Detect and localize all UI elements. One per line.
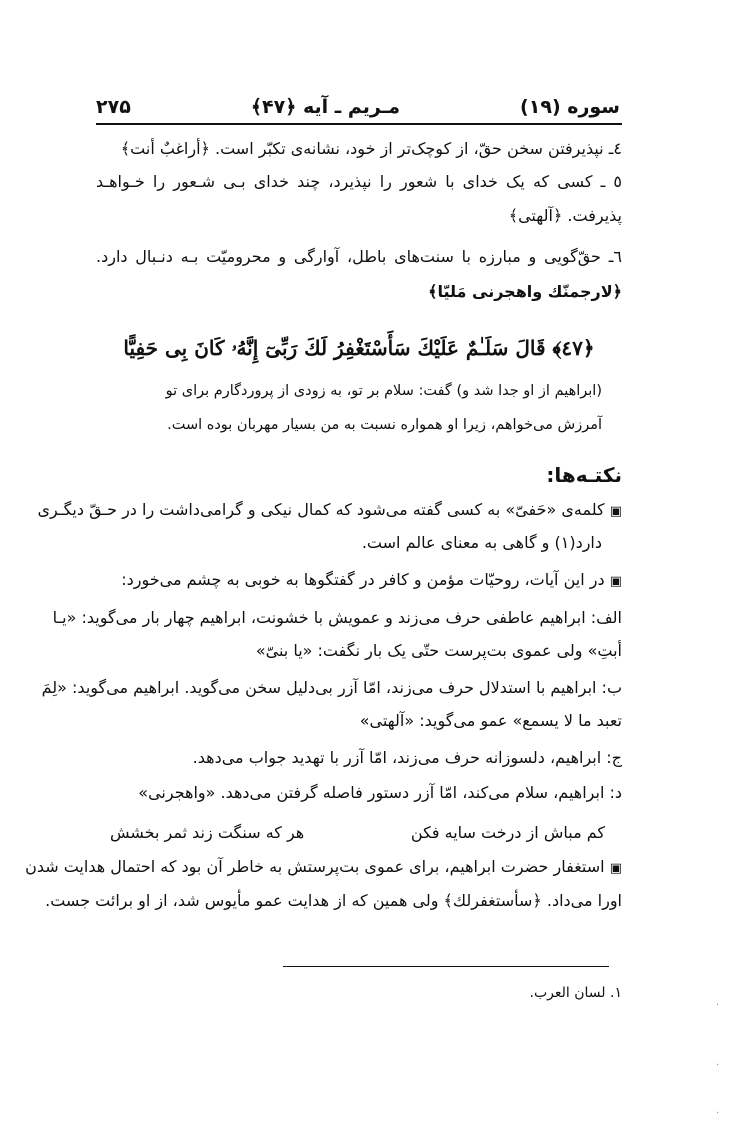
surah-name-verse: مـریم ـ آیه ﴿۴۷﴾ xyxy=(250,96,400,118)
footnote-rule xyxy=(283,966,609,967)
footnote: ۱. لسان العرب. xyxy=(529,985,622,1001)
margin-speck: · xyxy=(716,1108,720,1119)
margin-speck: · xyxy=(716,1000,720,1011)
margin-speck: · xyxy=(716,1060,720,1071)
point-4: ٤ـ نپذیرفتن سخن حقّ، از کوچک‌تر از خود، نشانه‌ی تکبّر است. ﴿أراغبٌ أنت﴾ xyxy=(120,139,622,158)
note-3-line2: اورا می‌داد. ﴿سأستغفرلك﴾ ولی همین که از هدایت عمو مأیوس شد، از او برائت جست. xyxy=(45,891,622,910)
notes-title: نکتـه‌ها: xyxy=(546,463,622,487)
header-rule xyxy=(96,123,622,125)
couplet-left: هر که سنگت زند ثمر بخشش xyxy=(110,823,305,842)
note-dal: د: ابراهیم، سلام می‌کند، امّا آزر دستور فاصله گرفتن می‌دهد. «واهجرنی» xyxy=(138,783,622,802)
note-be-line2: تعبد ما لا یسمع» عمو می‌گوید: «آلهتی» xyxy=(359,711,622,730)
note-1-line2: دارد(۱) و گاهی به معنای عالم است. xyxy=(361,533,602,552)
point-5-line1: ٥ ـ کسی که یک خدای با شعور را نپذیرد، چند خدای بـی شـعور را خـواهـد xyxy=(96,172,622,191)
page-number: ۲۷۵ xyxy=(96,96,131,118)
bullet-square-icon: ▣ xyxy=(609,574,622,589)
bullet-square-icon: ▣ xyxy=(609,504,622,519)
note-jim: ج: ابراهیم، دلسوزانه حرف می‌زند، امّا آزر با تهدید جواب می‌دهد. xyxy=(192,748,622,767)
quran-verse: ﴿٤٧﴾ قَالَ سَلَـٰمٌ عَلَيْكَ سَأَسْتَغْفِرُ لَكَ رَبِّىٓ إِنَّهُۥ كَانَ بِى حَفِيًّا xyxy=(123,336,595,360)
note-alef-line2: أبتِ» ولی عموی بت‌پرست حتّی یک بار نگفت: «یا بنیّ» xyxy=(255,641,622,660)
note-2: ▣ در این آیات، روحیّات مؤمن و کافر در گفتگوها به خوبی به چشم می‌خورد: xyxy=(121,570,622,589)
bullet-square-icon: ▣ xyxy=(609,861,622,876)
note-1-line1: ▣ کلمه‌ی «حَفیّ» به کسی گفته می‌شود که کمال نیکی و گرامی‌داشت را در حـقّ دیگـری xyxy=(37,500,622,519)
page-header xyxy=(96,92,620,122)
couplet-right: کم مباش از درخت سایه فکن xyxy=(410,823,605,842)
note-be-line1: ب: ابراهیم با استدلال حرف می‌زند، امّا آزر بی‌دلیل سخن می‌گوید. ابراهیم می‌گوید: «لِمَ xyxy=(41,678,622,697)
point-6-line2: ﴿لارجمنّك واهجرنی مَلیّا﴾ xyxy=(428,282,622,301)
translation-line1: (ابراهیم از او جدا شد و) گفت: سلام بر تو، به زودی از پروردگارم برای تو xyxy=(165,383,602,399)
note-3-line1: ▣ استغفار حضرت ابراهیم، برای عموی بت‌پرستش به خاطر آن بود که احتمال هدایت شدن xyxy=(25,857,622,876)
point-6-line1: ٦ـ حقّ‌گویی و مبارزه با سنت‌های باطل، آوارگی و محرومیّت بـه دنـبال دارد. xyxy=(96,247,622,266)
poem-couplet xyxy=(110,823,605,842)
translation-line2: آمرزش می‌خواهم، زیرا او همواره نسبت به من بسیار مهربان بوده است. xyxy=(167,417,602,433)
point-5-line2: پذیرفت. ﴿آلهتی﴾ xyxy=(508,206,622,225)
note-alef-line1: الف: ابراهیم عاطفی حرف می‌زند و عمویش با خشونت، ابراهیم چهار بار می‌گوید: «یـا xyxy=(52,608,622,627)
surah-label: سوره (۱۹) xyxy=(520,96,620,118)
